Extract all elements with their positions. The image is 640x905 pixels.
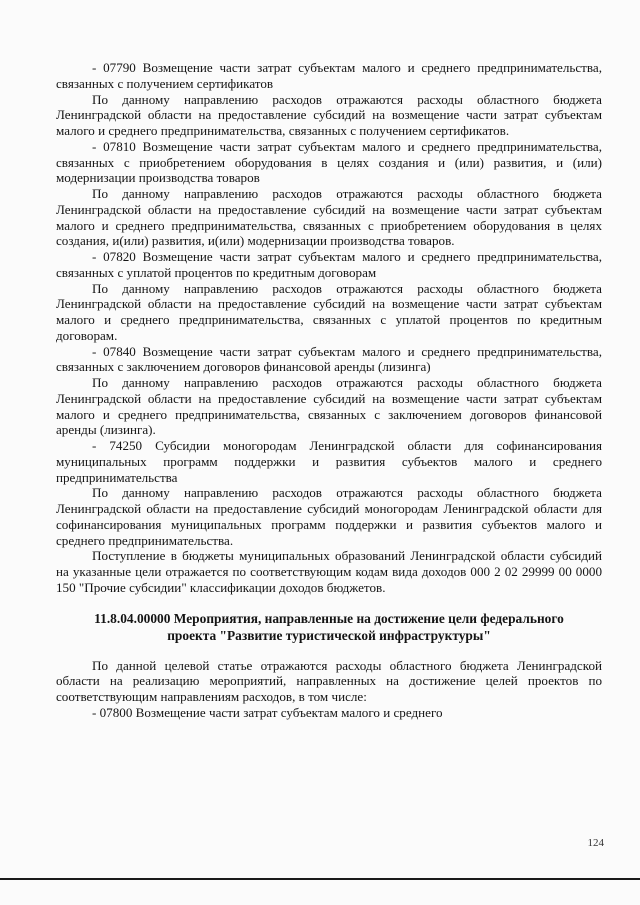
paragraph-item-07810: - 07810 Возмещение части затрат субъектам малого и среднего предпринимательства, связанных с приобретением оборудования в целях создания и (или) развития, и (или) модернизации производства товаров [56,138,602,186]
paragraph-item-07800: - 07800 Возмещение части затрат субъектам малого и среднего [92,704,443,720]
paragraph-item-07790: - 07790 Возмещение части затрат субъектам малого и среднего предпринимательства, связанных с получением сертификатов [56,60,602,91]
paragraph-revenue-note: Поступление в бюджеты муниципальных образований Ленинградской области субсидий на указанные цели отражается по соответствующим кодам вида доходов 000 2 02 29999 00 0000 150 "Прочие субсидии" классификации доходов бюджетов. [56,548,602,595]
paragraph-desc-07790: По данному направлению расходов отражаются расходы областного бюджета Ленинградской области на предоставление субсидий на возмещение части затрат субъектам малого и среднего предпринимательства, связанных с получением сертификатов. [56,91,602,138]
paragraph-item-07820: - 07820 Возмещение части затрат субъектам малого и среднего предпринимательства, связанных с уплатой процентов по кредитным договорам [56,249,602,280]
section-heading: 11.8.04.00000 Мероприятия, направленные на достижение цели федерального проекта "Развитие туристической инфраструктуры" [94,610,564,643]
paragraph-desc-07810: По данному направлению расходов отражаются расходы областного бюджета Ленинградской области на предоставление субсидий на возмещение части затрат субъектам малого и среднего предпринимательства, связанных с приобретением оборудования в целях создания, и(или) развития, и(или) модернизации производства товаров. [56,186,602,249]
page-number: 124 [587,837,604,849]
paragraph-desc-07840: По данному направлению расходов отражаются расходы областного бюджета Ленинградской области на предоставление субсидий на возмещение части затрат субъектам малого и среднего предпринимательства, связанных с заключением договоров финансовой аренды (лизинга). [56,375,602,438]
spacer [56,596,602,610]
paragraph-item-07840: - 07840 Возмещение части затрат субъектам малого и среднего предпринимательства, связанных с заключением договоров финансовой аренды (лизинга) [56,343,602,375]
paragraph-desc-74250: По данному направлению расходов отражаются расходы областного бюджета Ленинградской области на предоставление субсидий моногородам Ленинградской области для софинансирования муниципальных программ поддержки и развития субъектов малого и среднего предпринимательства. [56,485,602,548]
spacer [56,644,602,658]
bottom-rule [0,878,640,880]
paragraph-item-74250: - 74250 Субсидии моногородам Ленинградской области для софинансирования муниципальных программ поддержки и развития субъектов малого и среднего предпринимательства [56,438,602,485]
paragraph-desc-07820: По данному направлению расходов отражаются расходы областного бюджета Ленинградской области на предоставление субсидий на возмещение части затрат субъектам малого и среднего предпринимательства, связанных с уплатой процентов по кредитным договорам. [56,280,602,343]
paragraph-section-intro: По данной целевой статье отражаются расходы областного бюджета Ленинградской области на реализацию мероприятий, направленных на достижение целей проектов по соответствующим направлениям расходов, в том числе: [56,657,602,704]
document-page [56,60,602,721]
